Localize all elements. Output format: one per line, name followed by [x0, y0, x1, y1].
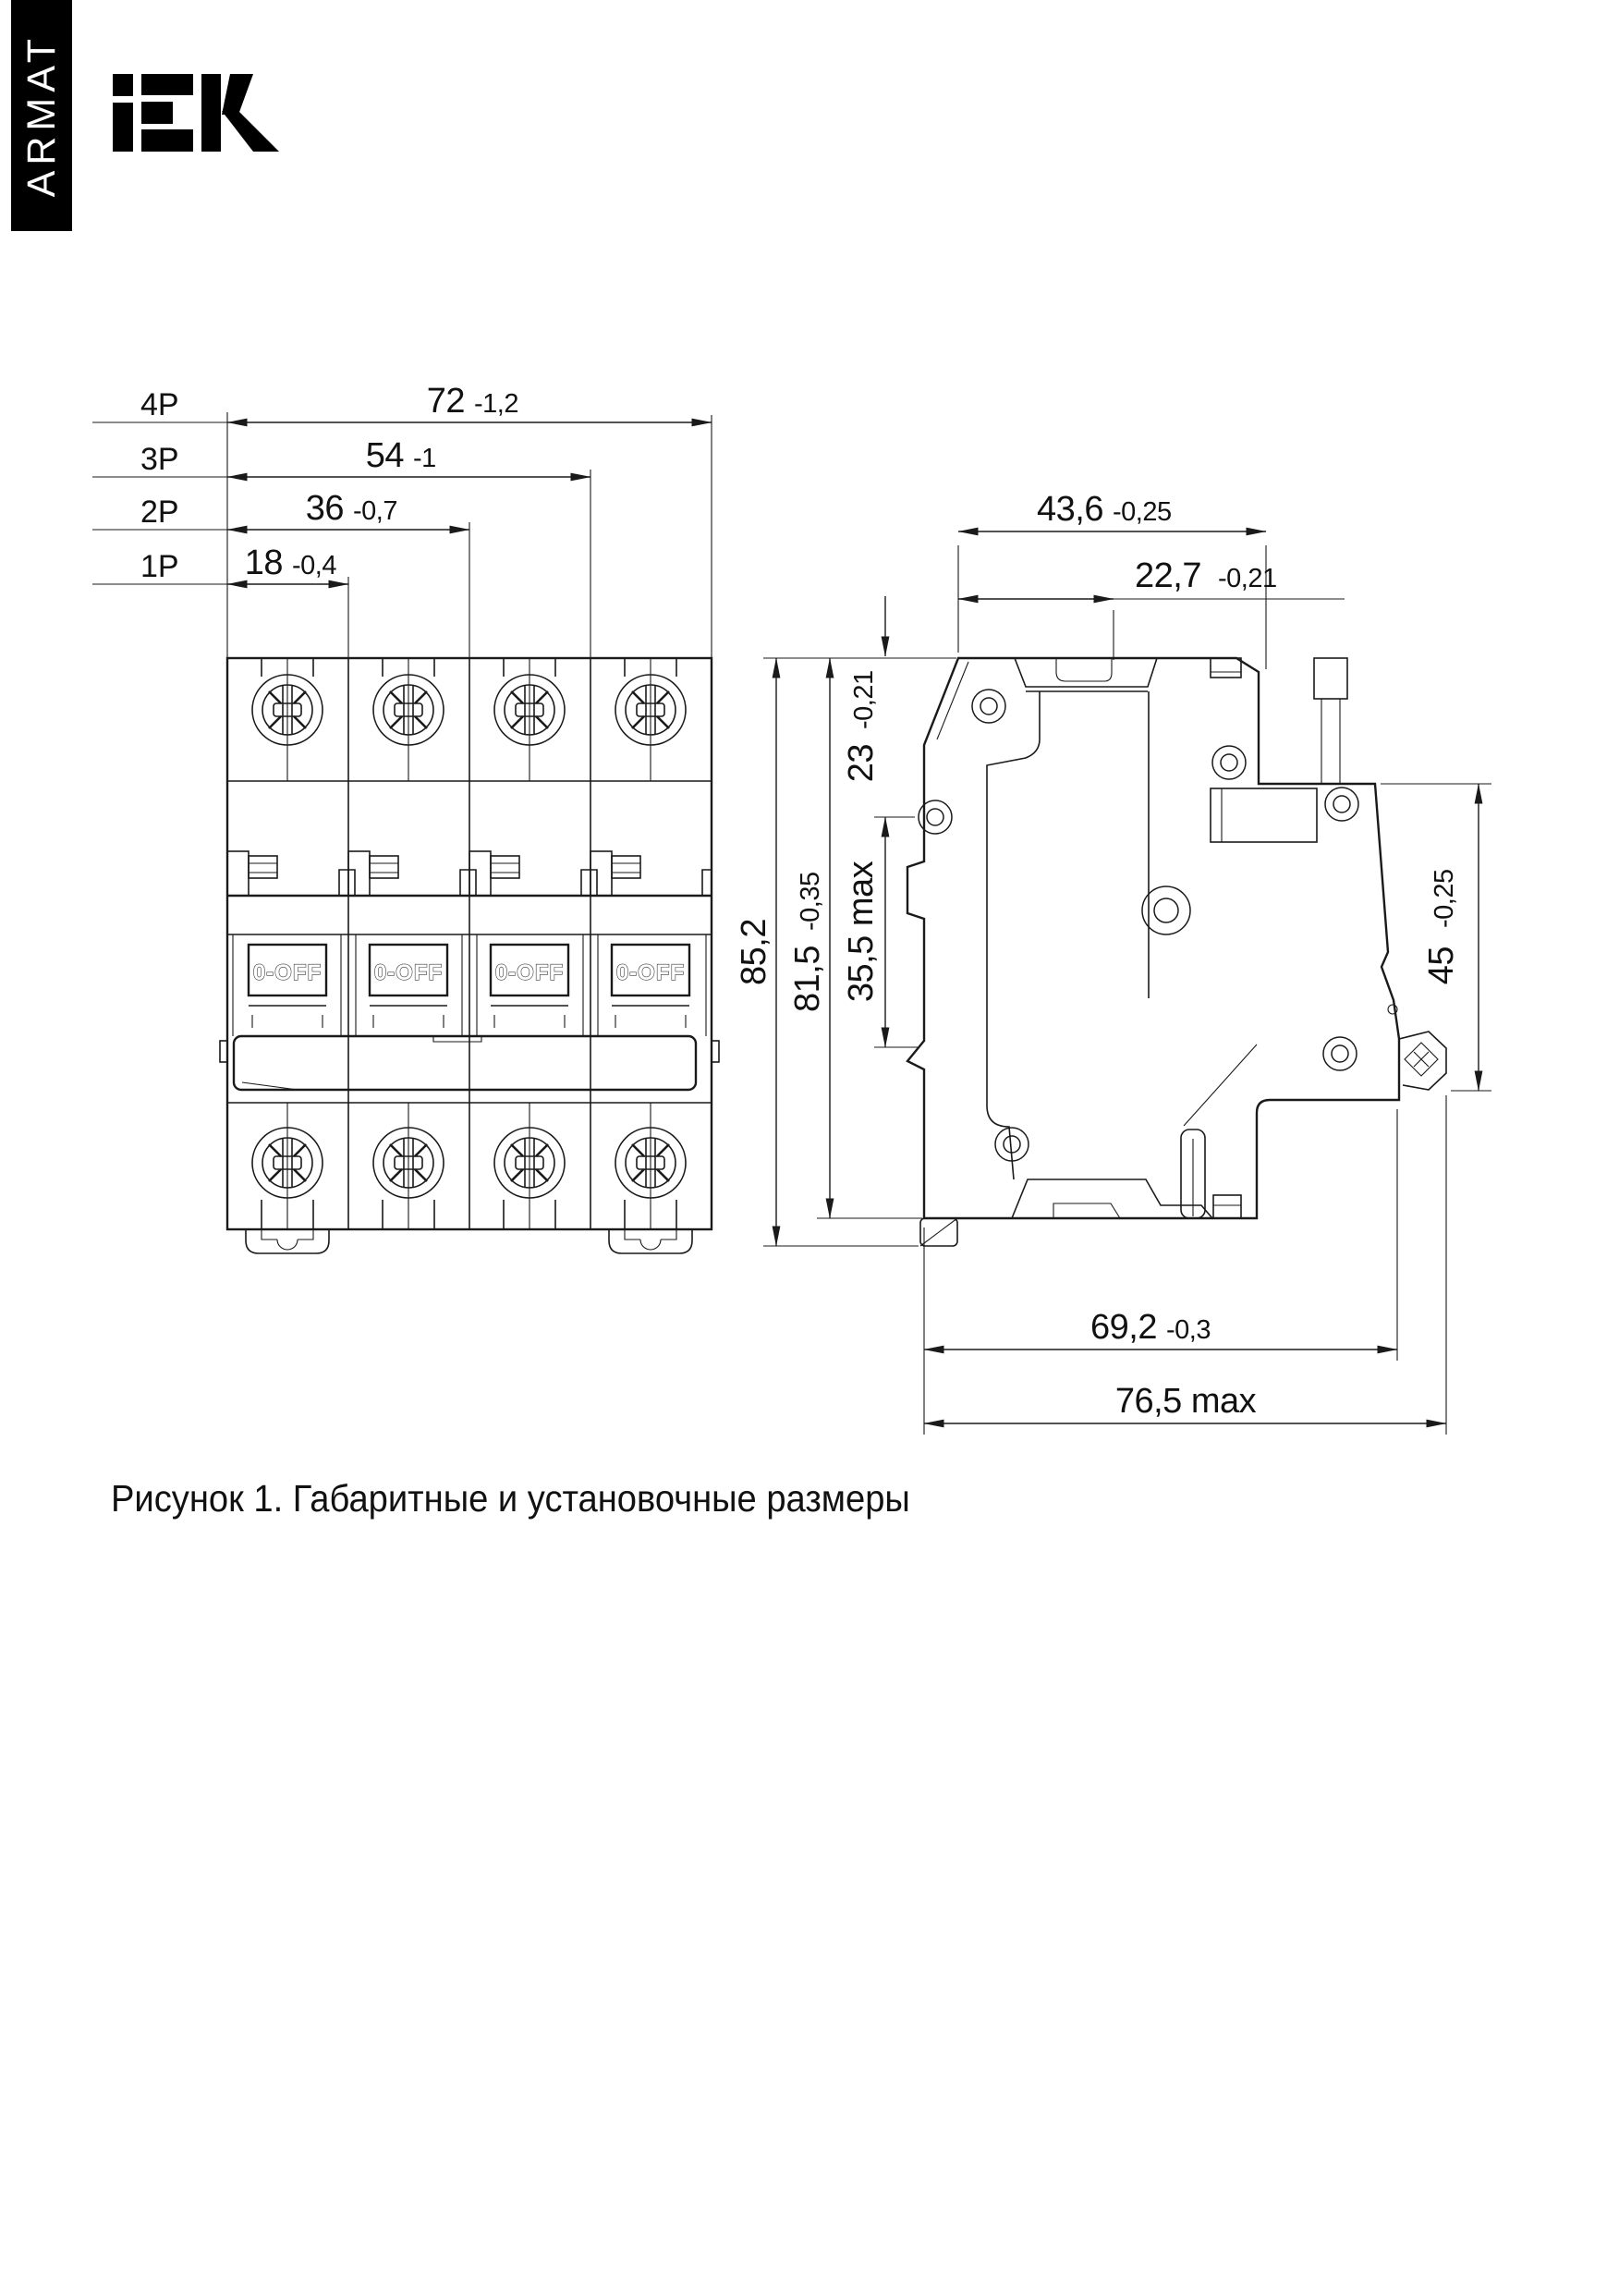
dim-tolerance: -0,7 [353, 496, 397, 526]
front-view [220, 658, 719, 1253]
pole-1 [227, 658, 326, 1229]
dim-tolerance: -0,25 [1113, 497, 1172, 527]
dim-value: 45 [1422, 946, 1461, 985]
dim-2p [92, 489, 469, 530]
dim-value: 22,7 [1135, 556, 1201, 595]
rivet-icon [1142, 886, 1190, 934]
pole-count-label: 3P [140, 442, 179, 477]
pole-4 [590, 658, 689, 1229]
dim-tolerance: -0,35 [796, 872, 825, 931]
dim-tolerance: -0,4 [292, 551, 336, 580]
dim-tolerance: -0,21 [849, 670, 879, 729]
dim-din-window [1381, 784, 1491, 1091]
dim-value: 23 [842, 744, 881, 783]
base-protrusion [1012, 1179, 1212, 1218]
lever-block [1211, 788, 1317, 842]
extension-lines [227, 412, 712, 658]
dim-screw-offset [842, 596, 885, 782]
pole-count-label: 4P [140, 387, 179, 422]
dim-value: 43,6 [1037, 490, 1103, 529]
handle-label: 0-OFF [494, 960, 565, 985]
inner-panel-contour [987, 691, 1040, 1179]
pole-2 [348, 658, 447, 1229]
rivet-icon [1325, 788, 1358, 821]
dim-clip-travel [842, 817, 919, 1047]
handle-label: 0-OFF [615, 960, 686, 985]
dim-value: 18 [244, 543, 283, 582]
dim-tolerance: -1,2 [474, 389, 518, 419]
top-clamp [1211, 658, 1241, 678]
din-slot [1181, 1044, 1257, 1218]
dim-tolerance: -0,25 [1430, 869, 1459, 928]
dim-value: 54 [365, 436, 404, 475]
back-pin [1314, 658, 1347, 784]
armat-banner-text: ARMAT [18, 33, 64, 198]
rivet-icon [1212, 746, 1246, 779]
pole-count-label: 2P [140, 495, 179, 530]
dim-3p [92, 436, 590, 477]
side-dimensions [735, 490, 1491, 1435]
dim-tolerance: -1 [413, 444, 436, 473]
dim-value: 81,5 [788, 946, 827, 1012]
side-view [907, 658, 1446, 1246]
dim-value: 36 [305, 489, 344, 528]
handle-label: 0-OFF [252, 960, 323, 985]
mounting-foot-left [246, 1229, 329, 1253]
dim-tolerance: -0,21 [1218, 564, 1277, 593]
rivet-icon [972, 690, 1005, 723]
pole-count-label: 1P [140, 549, 179, 584]
dim-max-depth [924, 1095, 1446, 1435]
dim-value: 76,5 max [1114, 1382, 1257, 1421]
dim-value: 85,2 [735, 919, 773, 985]
toggle-recess [1015, 658, 1157, 691]
figure-caption: Рисунок 1. Габаритные и установочные размеры [111, 1477, 910, 1520]
rivet-icon [1323, 1037, 1357, 1070]
dim-value: 35,5 max [842, 861, 881, 1003]
dim-value: 72 [426, 382, 465, 421]
side-body-outline [907, 658, 1399, 1218]
side-foot [920, 1218, 957, 1246]
dim-4p [92, 382, 712, 422]
pole-3 [469, 658, 568, 1229]
handle-label: 0-OFF [373, 960, 444, 985]
front-dimensions [92, 382, 712, 658]
pole-clip-tabs [339, 870, 712, 896]
base-block [1213, 1195, 1241, 1218]
dim-1p [92, 543, 348, 584]
mounting-foot-right [609, 1229, 692, 1253]
dim-terminal-depth [958, 556, 1345, 660]
dim-value: 69,2 [1090, 1308, 1157, 1347]
dim-tolerance: -0,3 [1166, 1315, 1211, 1345]
